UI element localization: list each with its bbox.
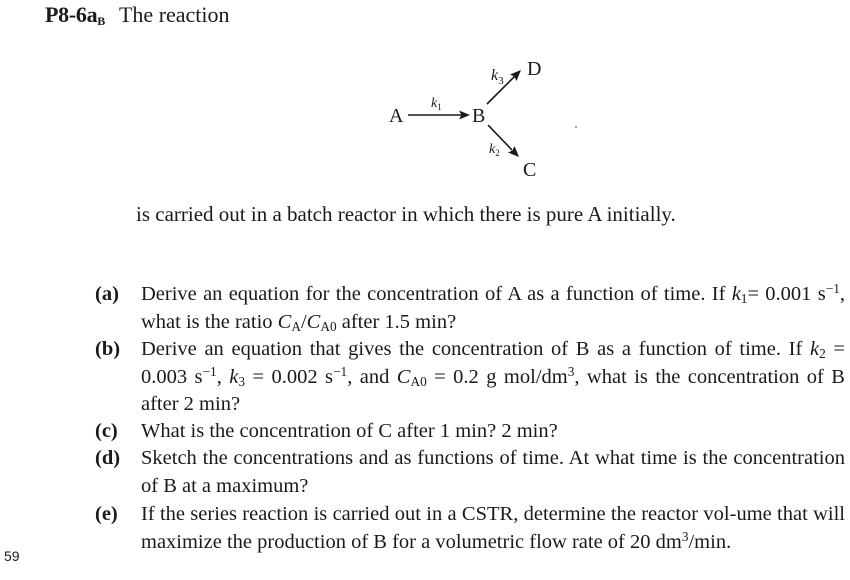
question-text: If the series reaction is carried out in a CSTR, determine the reactor vol-ume that will maximize the production of B for a volumetric flow rate of 20 $dm^3/\min$. — [141, 503, 845, 553]
question-label: (e) — [95, 503, 118, 525]
species-b: B — [472, 105, 486, 127]
rate-constant-k1: $k_1$ — [431, 96, 442, 112]
question-text: Derive an equation that gives the concentration of B as a function of time. If $k_2 = 0.003$ $s^{-1}$, $k_3 = 0.002$ $s^{-1}$, and $C_{A0} = 0.2$ g mol/$dm^3$, what is the concentration of B after 2 min? — [141, 338, 845, 415]
question-text: Derive an equation for the concentration of A as a function of time. If $k_1= 0.001$ $s^{-1}$, what is the ratio $C_A/C_{A0}$ after 1.5 min? — [141, 281, 845, 334]
rate-constant-k2: $k_2$ — [489, 142, 500, 158]
question-d — [95, 445, 845, 500]
species-d: D — [527, 58, 542, 80]
intro-text: is carried out in a batch reactor in which there is pure A initially. — [136, 202, 676, 226]
question-label: (a) — [95, 283, 119, 305]
question-e — [95, 501, 845, 556]
question-a — [95, 281, 845, 336]
rate-constant-k3: $k_3$ — [491, 67, 504, 87]
question-text: What is the concentration of C after 1 min? 2 min? — [141, 420, 558, 442]
problem-title: The reaction — [118, 2, 230, 27]
question-label: (d) — [95, 447, 121, 469]
species-a: A — [389, 105, 404, 127]
question-label: (b) — [95, 338, 121, 360]
species-c: C — [523, 159, 537, 181]
scan-speck — [575, 126, 577, 128]
question-label: (c) — [95, 420, 118, 442]
reaction-scheme — [0, 0, 850, 200]
question-text: Sketch the concentrations and as functions of time. At what time is the concentration of B at a maximum? — [141, 447, 845, 497]
problem-id: $P8-6a_B$ — [45, 2, 105, 28]
question-c — [95, 418, 845, 446]
page-number: 59 — [4, 548, 20, 564]
question-b — [95, 336, 845, 419]
